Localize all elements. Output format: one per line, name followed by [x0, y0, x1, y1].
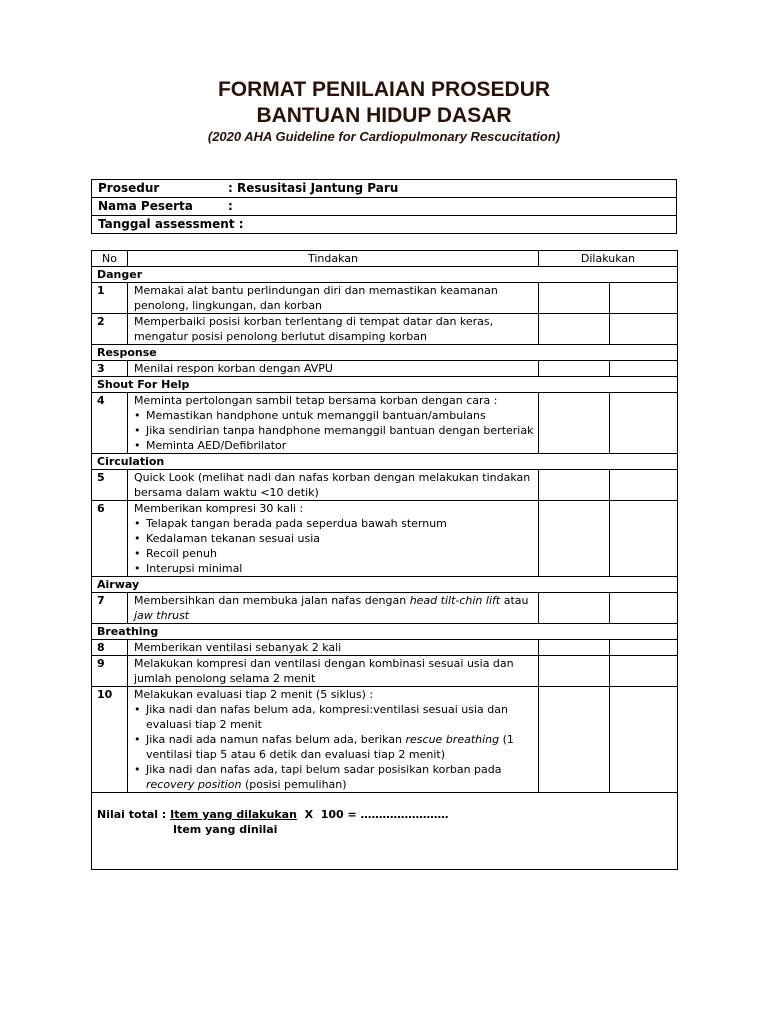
item-text: Jika nadi dan nafas ada, tapi belum sadar posisikan korban pada [146, 763, 502, 776]
list-item: • Jika sendirian tanpa handphone memanggil bantuan dengan berteriak [146, 423, 534, 438]
action-text: Meminta pertolongan sambil tetap bersama korban dengan cara : [134, 394, 498, 407]
table-row [92, 470, 678, 501]
row-number: 5 [92, 470, 128, 501]
table-row [92, 361, 678, 377]
prosedur-label: Prosedur [98, 181, 160, 195]
check-cell[interactable] [539, 501, 610, 577]
table-row [92, 593, 678, 624]
check-cell[interactable] [539, 687, 610, 793]
item-text: Jika nadi ada namun nafas belum ada, berikan [146, 733, 406, 746]
header-no: No [92, 251, 128, 267]
check-cell[interactable] [610, 470, 678, 501]
row-action: Memberikan ventilasi sebanyak 2 kali [128, 640, 539, 656]
check-cell[interactable] [610, 593, 678, 624]
info-table [91, 179, 677, 234]
row-number: 3 [92, 361, 128, 377]
row-action: Quick Look (melihat nadi dan nafas korban dengan melakukan tindakan bersama dalam waktu <10 detik) [128, 470, 539, 501]
section-row [92, 624, 678, 640]
list-item [146, 762, 534, 792]
table-row [92, 687, 678, 793]
row-action: Memakai alat bantu perlindungan diri dan memastikan keamanan penolong, lingkungan, dan korban [128, 283, 539, 314]
score-denominator: Item yang dinilai [173, 823, 278, 836]
footer-row [92, 793, 678, 870]
check-cell[interactable] [610, 283, 678, 314]
list-item: • Recoil penuh [146, 546, 534, 561]
score-formula [92, 793, 678, 870]
row-number: 1 [92, 283, 128, 314]
row-action [128, 687, 539, 793]
nama-value: : [228, 199, 233, 213]
row-action: Melakukan kompresi dan ventilasi dengan kombinasi sesuai usia dan jumlah penolong selama 2 menit [128, 656, 539, 687]
row-action [128, 593, 539, 624]
section-row [92, 267, 678, 283]
table-row [92, 656, 678, 687]
tanggal-label: Tanggal assessment : [98, 217, 244, 231]
check-cell[interactable] [610, 501, 678, 577]
list-item: • Kedalaman tekanan sesuai usia [146, 531, 534, 546]
list-item [146, 732, 534, 762]
check-cell[interactable] [610, 361, 678, 377]
list-item: • Telapak tangan berada pada seperdua bawah sternum [146, 516, 534, 531]
section-circulation: Circulation [92, 454, 678, 470]
item-term: recovery position [146, 778, 242, 791]
list-item: • Jika nadi dan nafas belum ada, kompresi:ventilasi sesuai usia dan evaluasi tiap 2 menit [146, 702, 534, 732]
list-item: • Meminta AED/Defibrilator [146, 438, 534, 453]
table-row [92, 283, 678, 314]
section-row [92, 577, 678, 593]
score-label: Nilai total : [97, 808, 171, 821]
nama-label: Nama Peserta [98, 199, 193, 213]
bullet-list [134, 516, 534, 576]
list-item: • Memastikan handphone untuk memanggil bantuan/ambulans [146, 408, 534, 423]
header-tindakan: Tindakan [128, 251, 539, 267]
score-formula-rest: X 100 = …………………… [296, 808, 449, 821]
section-shout: Shout For Help [92, 377, 678, 393]
row-number: 2 [92, 314, 128, 345]
section-response: Response [92, 345, 678, 361]
list-item: • Interupsi minimal [146, 561, 534, 576]
form-title-line1: FORMAT PENILAIAN PROSEDUR [217, 78, 551, 101]
assessment-table [91, 250, 678, 870]
table-row [92, 640, 678, 656]
action-term: head tilt-chin lift [409, 594, 501, 607]
check-cell[interactable] [610, 687, 678, 793]
check-cell[interactable] [610, 314, 678, 345]
row-number: 6 [92, 501, 128, 577]
section-breathing: Breathing [92, 624, 678, 640]
check-cell[interactable] [539, 393, 610, 454]
section-row [92, 454, 678, 470]
action-term: jaw thrust [134, 609, 190, 622]
row-number: 7 [92, 593, 128, 624]
section-row [92, 377, 678, 393]
item-text: (posisi pemulihan) [241, 778, 347, 791]
bullet-list [134, 702, 534, 792]
info-row-tanggal [92, 216, 677, 234]
item-text: (1 ventilasi tiap 5 atau 6 detik dan evaluasi tiap 2 menit) [146, 733, 514, 761]
check-cell[interactable] [539, 314, 610, 345]
section-row [92, 345, 678, 361]
check-cell[interactable] [539, 593, 610, 624]
row-action [128, 393, 539, 454]
section-danger: Danger [92, 267, 678, 283]
action-text: Melakukan evaluasi tiap 2 menit (5 siklus) : [134, 688, 374, 701]
check-cell[interactable] [610, 393, 678, 454]
table-row [92, 501, 678, 577]
check-cell[interactable] [539, 283, 610, 314]
score-numerator: Item yang dilakukan [170, 808, 297, 821]
bullet-list [134, 408, 534, 453]
header-dilakukan: Dilakukan [539, 251, 678, 267]
action-text: Memberikan kompresi 30 kali : [134, 502, 304, 515]
form-title-line2: BANTUAN HIDUP DASAR [256, 104, 512, 127]
form-subtitle: (2020 AHA Guideline for Cardiopulmonary Rescucitation) [207, 129, 561, 144]
row-number: 4 [92, 393, 128, 454]
section-airway: Airway [92, 577, 678, 593]
check-cell[interactable] [610, 656, 678, 687]
row-number: 9 [92, 656, 128, 687]
table-row [92, 314, 678, 345]
prosedur-value: : Resusitasi Jantung Paru [228, 181, 399, 195]
row-action: Memperbaiki posisi korban terlentang di tempat datar dan keras, mengatur posisi penolong berlutut disamping korban [128, 314, 539, 345]
table-row [92, 393, 678, 454]
table-header-row [92, 251, 678, 267]
item-term: rescue breathing [405, 733, 500, 746]
row-number: 8 [92, 640, 128, 656]
check-cell[interactable] [610, 640, 678, 656]
info-row-prosedur [92, 180, 677, 198]
row-action [128, 501, 539, 577]
action-text: Membersihkan dan membuka jalan nafas dengan [134, 594, 410, 607]
check-cell[interactable] [539, 656, 610, 687]
check-cell[interactable] [539, 470, 610, 501]
check-cell[interactable] [539, 361, 610, 377]
row-number: 10 [92, 687, 128, 793]
info-row-nama [92, 198, 677, 216]
row-action: Menilai respon korban dengan AVPU [128, 361, 539, 377]
check-cell[interactable] [539, 640, 610, 656]
action-text: atau [500, 594, 529, 607]
